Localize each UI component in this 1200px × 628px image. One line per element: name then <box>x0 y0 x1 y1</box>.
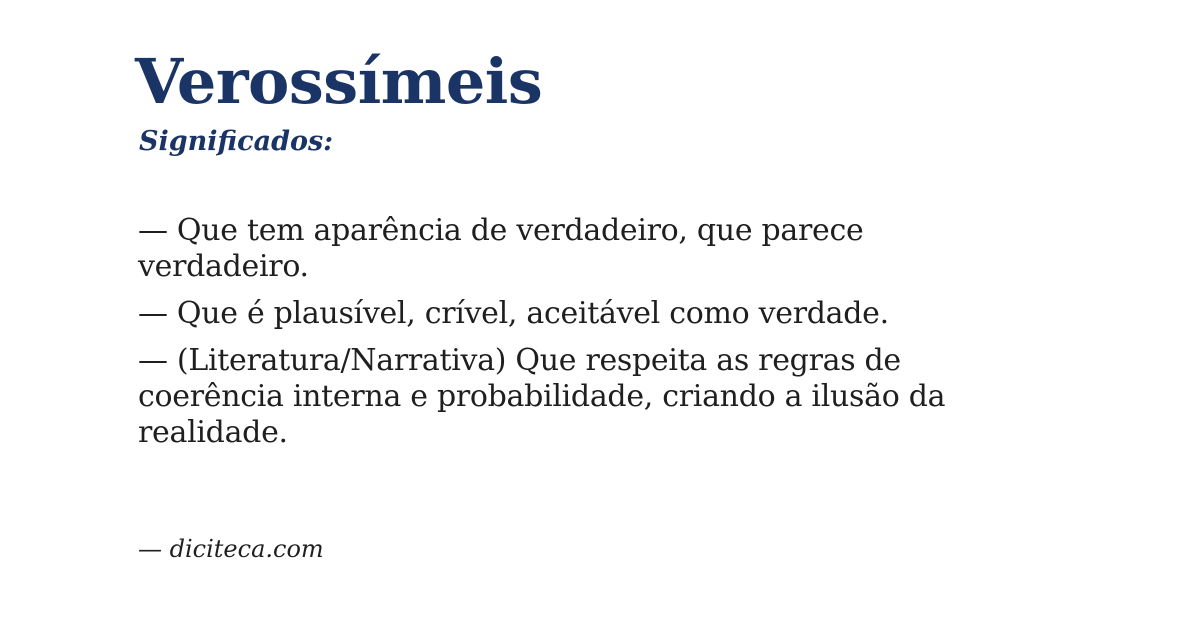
definition-item: — (Literatura/Narrativa) Que respeita as regras de coerência interna e probabilidade, criando a ilusão da realidade. <box>138 343 946 450</box>
meanings-label: Significados: <box>139 126 334 157</box>
definitions-list <box>138 213 1010 462</box>
word-title: Verossímeis <box>135 45 543 118</box>
source-attribution: — diciteca.com <box>138 535 324 563</box>
definition-item: — Que tem aparência de verdadeiro, que parece verdadeiro. <box>138 213 864 284</box>
definition-item: — Que é plausível, crível, aceitável como verdade. <box>138 296 889 331</box>
